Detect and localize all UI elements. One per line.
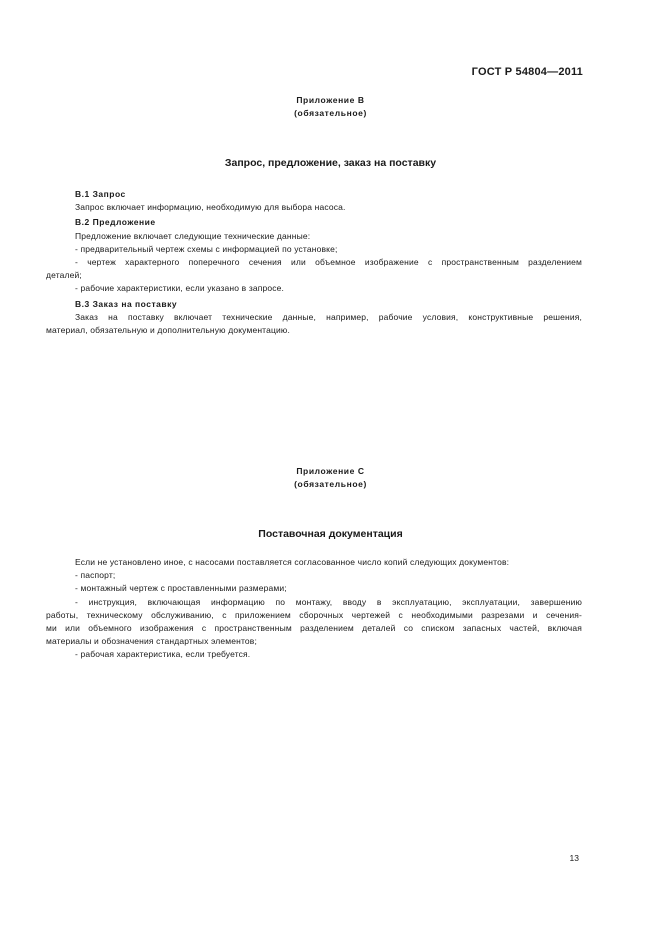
section-b2-intro: Предложение включает следующие технические данные: [75, 230, 311, 241]
section-b2-item: - рабочие характеристики, если указано в запросе. [75, 283, 285, 294]
appendix-c-item-continuation: материалы и обозначения стандартных элементов; [46, 636, 257, 647]
section-b2-item: - чертеж характерного поперечного сечения или объемное изображение с пространственным разделением [75, 257, 582, 268]
page-number: 13 [569, 853, 579, 863]
section-b2-item: - предварительный чертеж схемы с информацией по установке; [75, 243, 338, 254]
section-b1-text: Запрос включает информацию, необходимую для выбора насоса. [75, 202, 346, 213]
appendix-c-item: - рабочая характеристика, если требуется. [75, 649, 251, 660]
appendix-c-status: (обязательное) [294, 479, 367, 489]
appendix-b-title: Приложение В [296, 95, 365, 105]
section-b2-item-continuation: деталей; [46, 270, 82, 281]
appendix-c-body [46, 556, 582, 662]
appendix-c-title: Приложение С [296, 466, 365, 476]
appendix-b-body [46, 188, 582, 337]
appendix-b-status: (обязательное) [294, 108, 367, 118]
section-b3-title: В.3 Заказ на поставку [75, 298, 178, 309]
appendix-c-intro: Если не установлено иное, с насосами поставляется согласованное число копий следующих документов: [75, 557, 510, 567]
appendix-c-item: - монтажный чертеж с проставленными размерами; [75, 583, 287, 594]
section-b2-title: В.2 Предложение [75, 217, 156, 228]
appendix-c-item-continuation: работы, техническому обслуживанию, с приложением сборочных чертежей с необходимыми разрезами и сечения- [46, 609, 582, 620]
appendix-c-item-continuation: ми или объемного изображения с пространственным разделением деталей со списком запасных частей, включая [46, 623, 582, 634]
section-b3-text-continuation: материал, обязательную и дополнительную документацию. [46, 325, 290, 336]
standard-designation: ГОСТ Р 54804—2011 [471, 66, 583, 78]
appendix-c-item: - инструкция, включающая информацию по монтажу, вводу в эксплуатацию, эксплуатации, завершению [75, 596, 582, 607]
section-b1-title: В.1 Запрос [75, 189, 126, 199]
section-b3-text: Заказ на поставку включает технические данные, например, рабочие условия, конструктивные решения, [75, 311, 582, 322]
appendix-b-heading: Запрос, предложение, заказ на поставку [224, 157, 437, 169]
appendix-c-item: - паспорт; [75, 570, 116, 581]
appendix-c-heading: Поставочная документация [258, 528, 403, 540]
